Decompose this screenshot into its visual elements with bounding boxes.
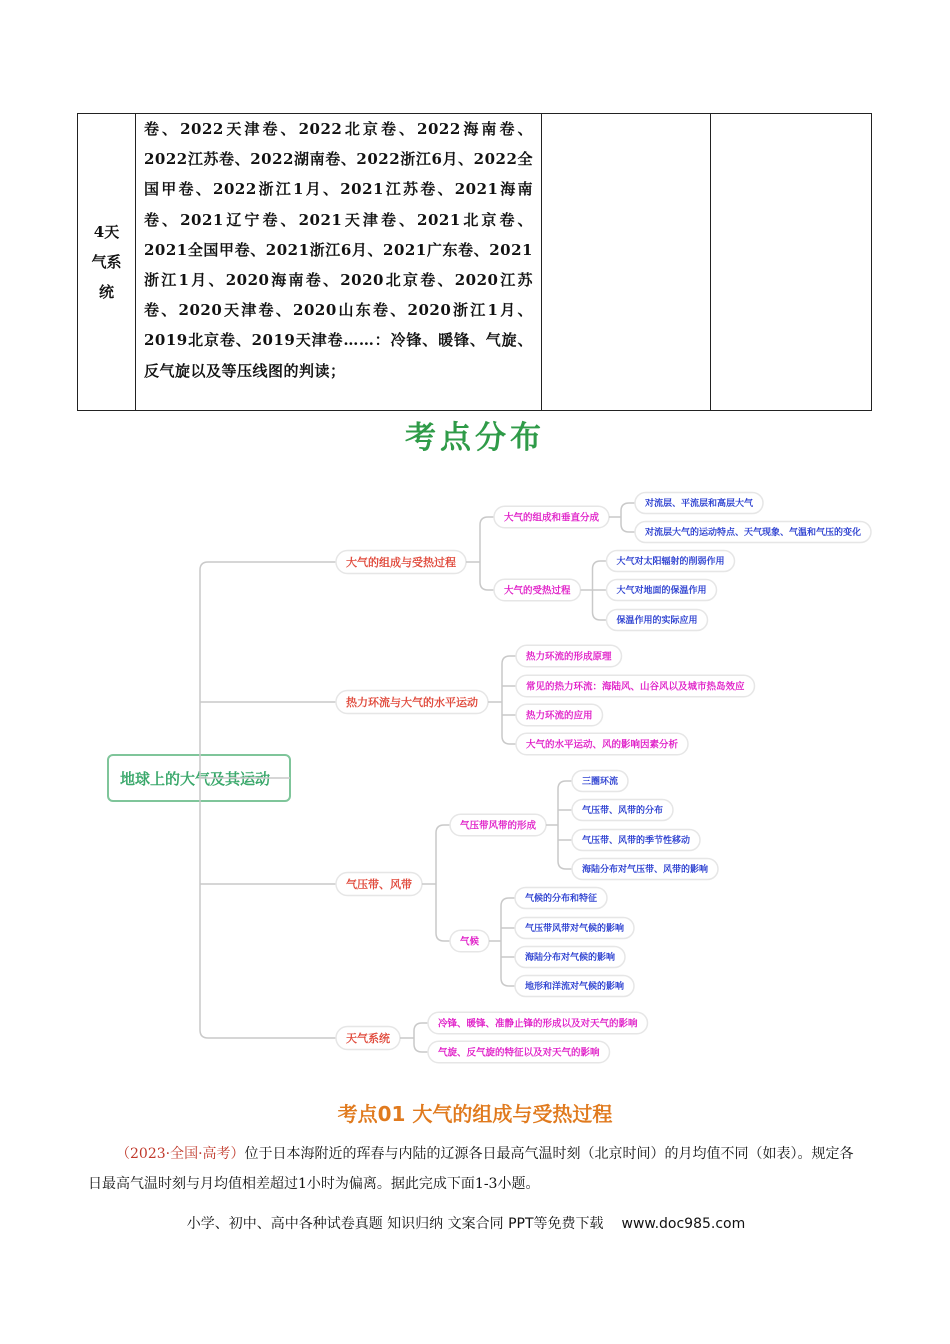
leaf-node: 热力环流的形成原理 xyxy=(526,651,612,663)
connector-line xyxy=(502,656,516,664)
connector-line xyxy=(436,825,450,833)
table-content-text: 卷、2022天津卷、2022北京卷、2022海南卷、2022江苏卷、2022湖南卷、2022浙江6月、2022全国甲卷、2022浙江1月、2021江苏卷、2021海南卷、2021辽宁卷、2021天津卷、2021北京卷、2021全国甲卷、2021浙江6月、2021广东卷、2021浙江1月、2020海南卷、2020北京卷、2020江苏卷、2020天津卷、2020山东卷、2020浙江1月、2019北京卷、2019天津卷……：冷锋、暖锋、气旋、反气旋以及等压线图的判读； xyxy=(144,120,533,380)
question-paragraph xyxy=(88,1139,858,1199)
leaf-node: 保温作用的实际应用 xyxy=(616,616,698,627)
table-empty-cell xyxy=(542,114,711,410)
exam-table xyxy=(77,113,872,411)
leaf-node: 气压带、风带的分布 xyxy=(582,806,664,817)
sub-node: 大气的受热过程 xyxy=(504,585,571,597)
footer-site: www.doc985.com xyxy=(621,1216,746,1232)
leaf-node: 对流层、平流层和高层大气 xyxy=(645,499,754,510)
connector-line xyxy=(414,1023,428,1031)
connector-line xyxy=(502,736,516,744)
leaf-node: 对流层大气的运动特点、天气现象、气温和气压的变化 xyxy=(645,528,862,539)
connector-line xyxy=(593,612,607,620)
footer-text: 小学、初中、高中各种试卷真题 知识归纳 文案合同 PPT等免费下载 xyxy=(186,1216,604,1232)
connector-line xyxy=(593,561,607,569)
connector-line xyxy=(200,1030,336,1038)
leaf-node: 大气对地面的保温作用 xyxy=(616,586,707,597)
sub-node: 气压带风带的形成 xyxy=(460,820,537,832)
connector-line xyxy=(621,524,635,532)
leaf-node: 地形和洋流对气候的影响 xyxy=(525,982,625,993)
mind-map xyxy=(0,480,950,1080)
table-row-label: 4天气系统 xyxy=(91,223,122,301)
table-content-cell xyxy=(136,114,542,410)
leaf-node: 大气的水平运动、风的影响因素分析 xyxy=(526,739,679,751)
branch-node: 天气系统 xyxy=(346,1031,390,1045)
connector-line xyxy=(501,898,515,906)
branch-node: 气压带、风带 xyxy=(346,877,412,891)
root-node: 地球上的大气及其运动 xyxy=(120,770,271,788)
leaf-node: 气压带风带对气候的影响 xyxy=(525,924,625,935)
branch-node: 大气的组成与受热过程 xyxy=(346,555,456,569)
sub-node: 大气的组成和垂直分成 xyxy=(504,512,600,524)
sub-node: 气候 xyxy=(460,936,480,948)
leaf-node: 常见的热力环流：海陆风、山谷风以及城市热岛效应 xyxy=(526,681,745,693)
leaf-node: 海陆分布对气候的影响 xyxy=(525,953,616,964)
leaf-node: 海陆分布对气压带、风带的影响 xyxy=(582,865,709,876)
connector-line xyxy=(480,582,494,590)
page-footer xyxy=(0,1213,950,1233)
table-empty-cell xyxy=(711,114,871,410)
leaf-node: 气候的分布和特征 xyxy=(525,894,598,905)
connector-line xyxy=(200,562,336,570)
page-heading: 考点分布 xyxy=(405,420,545,456)
branch-node: 热力环流与大气的水平运动 xyxy=(346,695,478,709)
leaf-node: 冷锋、暖锋、准静止锋的形成以及对天气的影响 xyxy=(438,1018,638,1030)
connector-line xyxy=(558,861,572,869)
leaf-node: 热力环流的应用 xyxy=(526,710,593,722)
question-text: 位于日本海附近的珲春与内陆的辽源各日最高气温时刻（北京时间）的月均值不同（如表）。规定各日最高气温时刻与月均值相差超过1小时为偏离。据此完成下面1-3小题。 xyxy=(88,1146,854,1192)
section-title: 考点01 大气的组成与受热过程 xyxy=(337,1102,613,1126)
connector-line xyxy=(621,503,635,511)
connector-line xyxy=(414,1044,428,1052)
connector-line xyxy=(480,517,494,525)
leaf-node: 大气对太阳辐射的削弱作用 xyxy=(616,557,725,568)
leaf-node: 三圈环流 xyxy=(582,777,619,788)
leaf-node: 气压带、风带的季节性移动 xyxy=(582,836,691,847)
table-row-label-cell xyxy=(78,114,136,410)
leaf-node: 气旋、反气旋的特征以及对天气的影响 xyxy=(438,1047,600,1059)
connector-line xyxy=(501,978,515,986)
question-source: （2023·全国·高考） xyxy=(116,1146,245,1162)
connector-line xyxy=(436,933,450,941)
connector-line xyxy=(558,781,572,789)
